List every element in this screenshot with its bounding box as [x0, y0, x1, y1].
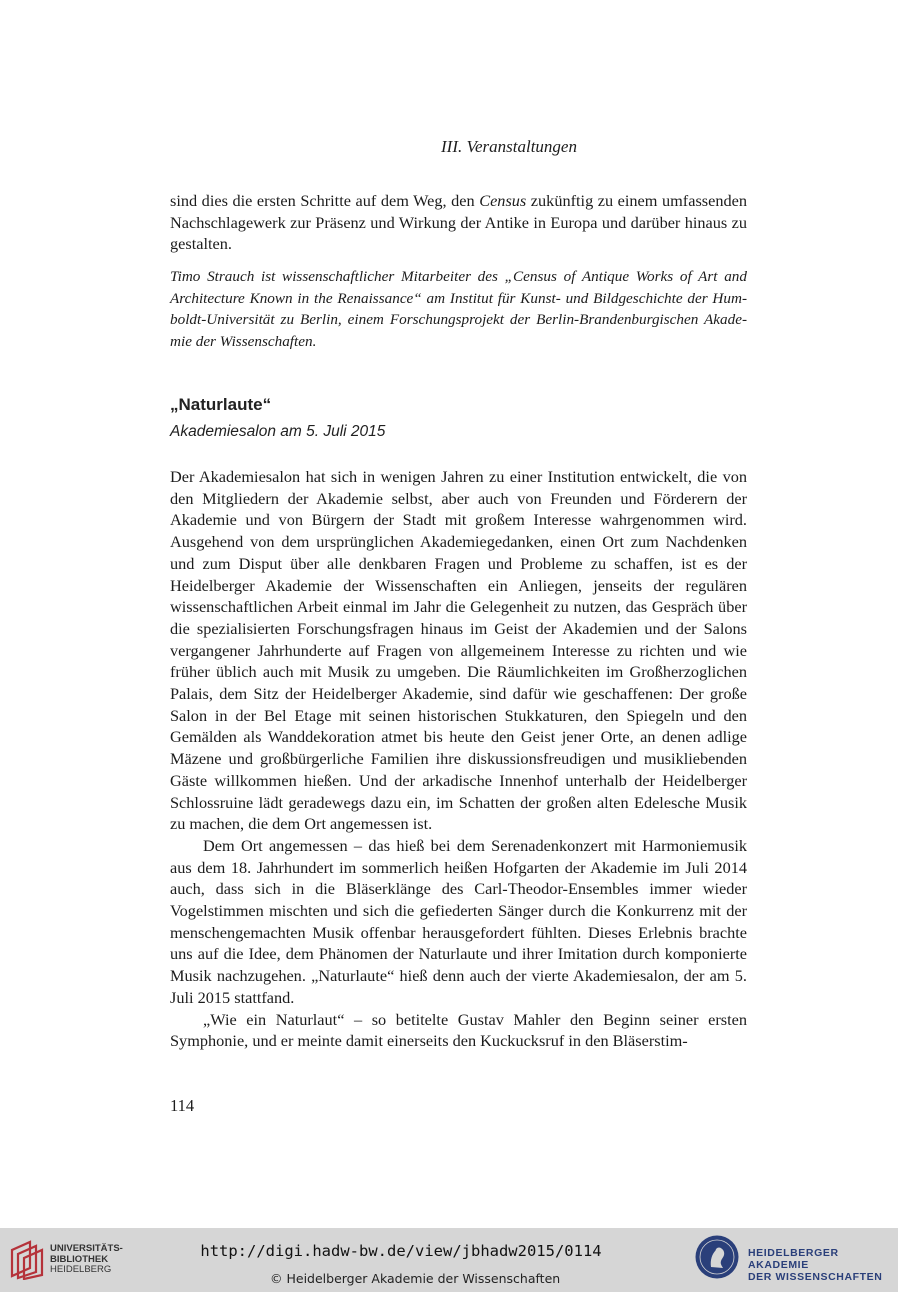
running-head	[0, 137, 898, 157]
ub-line: UNIVERSITÄTS-	[50, 1243, 123, 1254]
body-text	[170, 466, 747, 1052]
ub-line: BIBLIOTHEK	[50, 1253, 109, 1265]
copyright-text: © Heidelberger Akademie der Wissenschaften	[270, 1271, 561, 1286]
intro-paragraph	[170, 190, 747, 255]
body-paragraph: „Wie ein Naturlaut“ – so betitelte Gustav Mahler den Beginn seiner ersten Symphonie, und er meinte damit einerseits den Kuckucksruf in den Bläserstim-	[170, 1009, 747, 1051]
hadw-seal-icon	[694, 1234, 740, 1280]
footer-bar	[0, 1228, 898, 1292]
running-title: III. Veranstaltungen	[441, 137, 577, 156]
body-paragraph: Der Akademiesalon hat sich in wenigen Jahren zu einer Institution entwickelt, die von den Mitgliedern der Akademie selbst, aber auch von Freunden und Förderern der Akademie und von Bürgern der Stadt mit großem Interesse wahrgenommen wird. Ausgehend von dem ursprünglichen Akademiegedanken, einen Ort zum Nachdenken und zum Disput über alle denkbaren Fragen und Probleme zu schaffen, ist es der Heidelberger Akademie der Wissenschaften ein Anliegen, jenseits der regulären wissenschaftlichen Arbeit einmal im Jahr die Gelegenheit zu nutzen, das Gespräch über die spezialisierten Forschungsfragen hinaus im Geist der Akademien und der Salons vergangener Jahrhunderte auf Fragen von allgemeinem Interesse zu richten und wie früher üblich auch mit Musik zu umgeben. Die Räumlichkeiten im Großherzoglichen Palais, dem Sitz der Heidelberger Akademie, sind dafür wie geschaffenen: Der große Salon in der Bel Etage mit seinen historischen Stukkaturen, den Spiegeln und den Gemälden als Wanddekoration atmet bis heute den Geist jener Orte, an denen adlige Mäzene und großbürgerliche Familien ihre diskussionsfreudigen und musikliebenden Gäste willkommen hießen. Und der arkadische Innenhof unterhalb der Heidelberger Schlossruine lädt geradewegs dazu ein, im Schatten der großen alten Edelesche Musik zu machen, die dem Ort angemessen ist.	[170, 467, 747, 834]
hadw-line: DER WISSENSCHAFTEN	[748, 1271, 883, 1283]
intro-text	[170, 190, 747, 255]
hadw-logo-text	[748, 1247, 894, 1283]
section-subheading	[170, 423, 747, 441]
census-italic: Census	[479, 191, 527, 210]
intro-text-part: sind dies die ersten Schritte auf dem Weg, den	[170, 191, 480, 210]
page-number: 114	[170, 1096, 195, 1115]
source-url-link[interactable]: http://digi.hadw-bw.de/view/jbhadw2015/0114	[200, 1242, 602, 1260]
hadw-logo[interactable]	[694, 1234, 894, 1286]
intro-text-part: zukünftig zu einem umfassenden Nachschlagewerk zur Präsenz und Wirkung der Antike in Europa und darüber hinaus zu gestalten.	[170, 191, 747, 254]
section-subtitle: Akademiesalon am 5. Juli 2015	[170, 423, 386, 440]
hadw-line: HEIDELBERGER AKADEMIE	[748, 1247, 839, 1271]
ub-line: HEIDELBERG	[50, 1264, 112, 1275]
section-heading	[170, 395, 747, 415]
author-note	[170, 266, 747, 352]
author-note-text: Timo Strauch ist wissenschaftlicher Mitarbeiter des „Census of Antique Works of Art and Architecture Known in the Renaissance“ am Institut für Kunst- und Bildgeschichte der Humboldt-Universität zu Berlin, einem Forschungsprojekt der Berlin-Brandenburgischen Akademie der Wissenschaften.	[170, 268, 747, 350]
body-paragraph: Dem Ort angemessen – das hieß bei dem Serenadenkonzert mit Harmoniemusik aus dem 18. Jahrhundert im sommerlich heißen Hofgarten der Akademie im Juli 2014 auch, dass sich in die Bläserklänge des Carl-Theodor-Ensembles immer wieder Vogelstimmen mischten und sich die gefiederten Sänger durch die Konkurrenz mit der menschengemachten Musik offenbar herausgefordert fühlten. Dieses Erlebnis brachte uns auf die Idee, dem Phänomen der Naturlaute und ihrer Imitation durch komponierte Musik nachzugehen. „Naturlaute“ hieß denn auch der vierte Akademiesalon, der am 5. Juli 2015 stattfand.	[170, 835, 747, 1007]
section-title: „Naturlaute“	[170, 395, 272, 414]
